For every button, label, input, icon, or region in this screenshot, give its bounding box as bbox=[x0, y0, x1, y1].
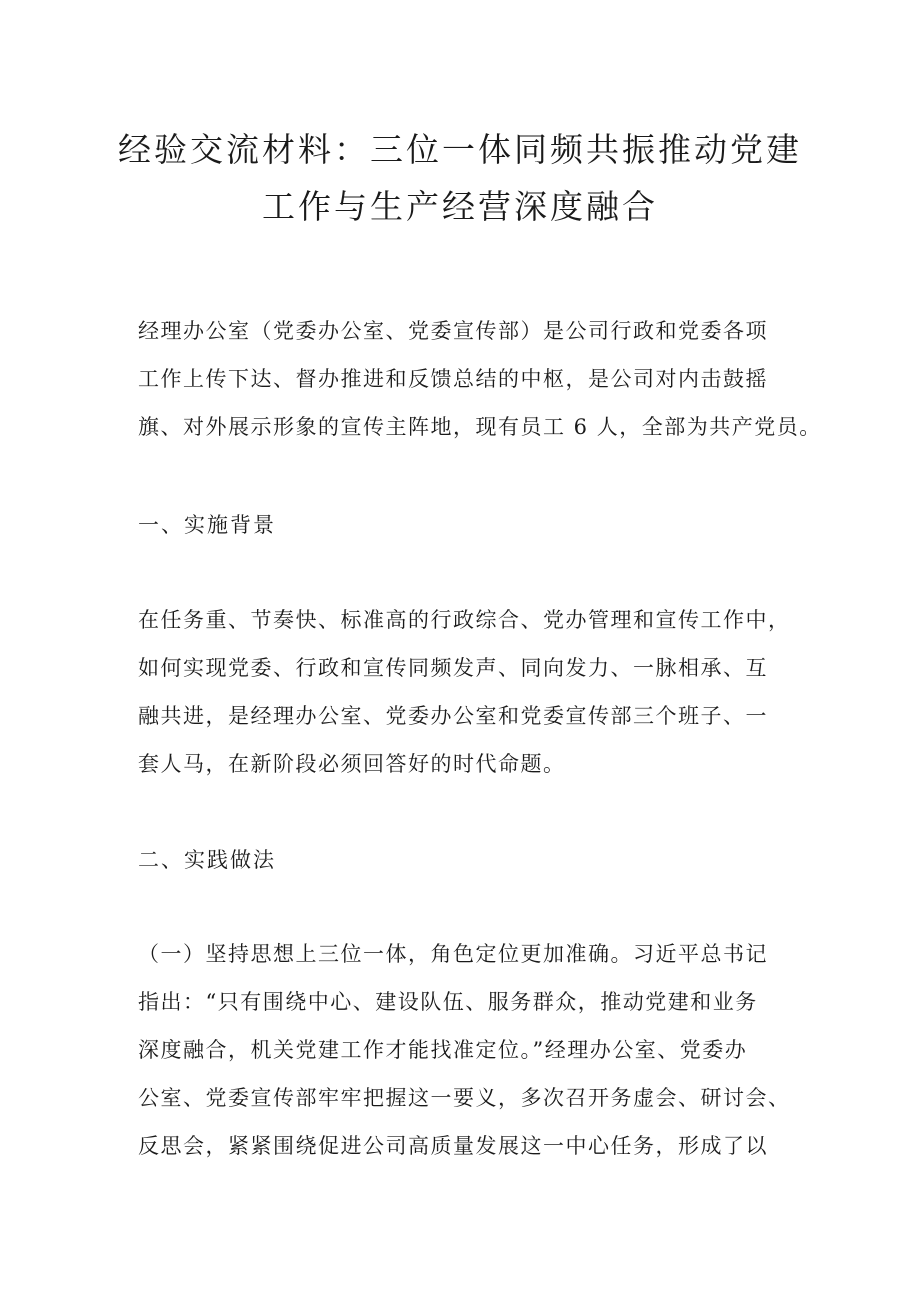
paragraph-line: 指出：“只有围绕中心、建设队伍、服务群众，推动党建和业务 bbox=[138, 990, 758, 1014]
paragraph-line: 套人马，在新阶段必须回答好的时代命题。 bbox=[138, 752, 566, 776]
paragraph-line: 反思会，紧紧围绕促进公司高质量发展这一中心任务，形成了以 bbox=[138, 1134, 768, 1158]
practice-paragraph bbox=[138, 930, 808, 1170]
paragraph-line: （一）坚持思想上三位一体，角色定位更加准确。习近平总书记 bbox=[138, 942, 768, 966]
paragraph-line: 如何实现党委、行政和宣传同频发声、同向发力、一脉相承、互 bbox=[138, 656, 768, 680]
document-title-line-2: 工作与生产经营深度融合 bbox=[262, 187, 658, 226]
paragraph-line: 经理办公室（党委办公室、党委宣传部）是公司行政和党委各项 bbox=[138, 319, 768, 343]
paragraph-line: 旗、对外展示形象的宣传主阵地，现有员工 6 人，全部为共产党员。 bbox=[138, 415, 822, 439]
intro-paragraph bbox=[138, 307, 822, 451]
paragraph-line: 深度融合，机关党建工作才能找准定位。”经理办公室、党委办 bbox=[138, 1038, 748, 1062]
paragraph-line: 在任务重、节奏快、标准高的行政综合、党办管理和宣传工作中， bbox=[138, 608, 791, 632]
paragraph-line: 融共进，是经理办公室、党委办公室和党委宣传部三个班子、一 bbox=[138, 704, 768, 728]
paragraph-line: 公室、党委宣传部牢牢把握这一要义，多次召开务虚会、研讨会、 bbox=[138, 1086, 791, 1110]
section-heading-background: 一、实施背景 bbox=[138, 513, 276, 537]
section-heading-practice: 二、实践做法 bbox=[138, 848, 276, 872]
paragraph-line: 工作上传下达、督办推进和反馈总结的中枢，是公司对内击鼓摇 bbox=[138, 367, 768, 391]
background-paragraph bbox=[138, 596, 808, 788]
document-title-line-1: 经验交流材料：三位一体同频共振推动党建 bbox=[118, 130, 802, 169]
